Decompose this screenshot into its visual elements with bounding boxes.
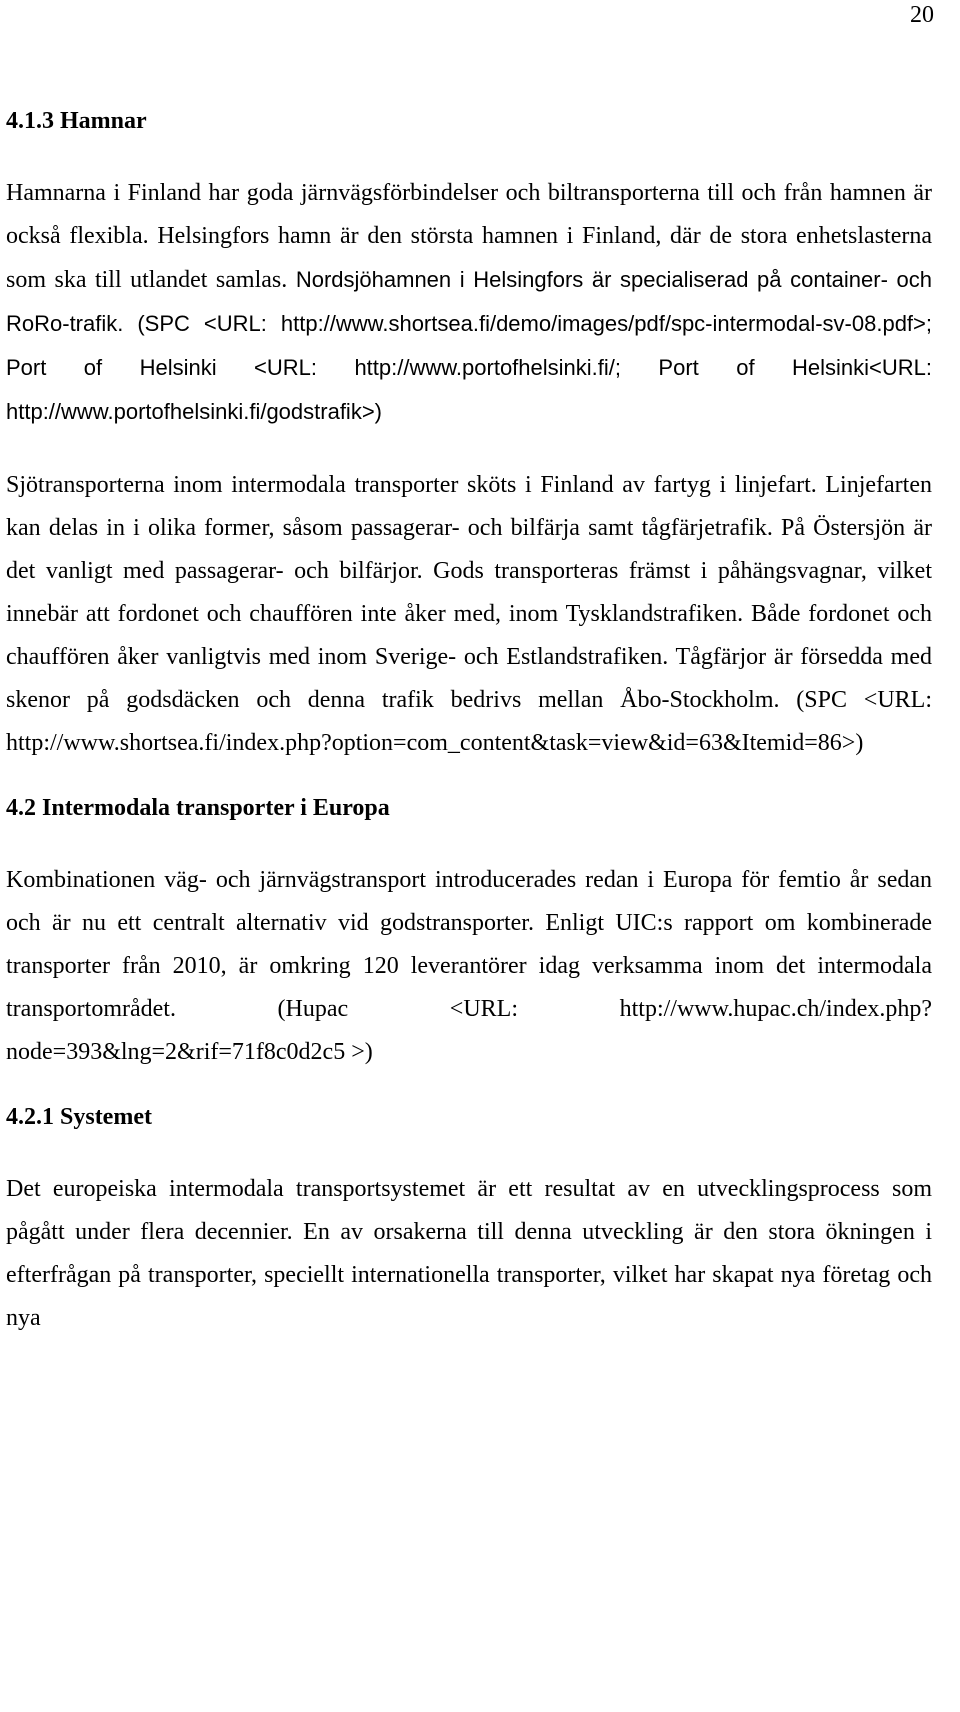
section-heading-europa: 4.2 Intermodala transporter i Europa: [6, 795, 390, 821]
paragraph-text-sans: Nordsjöhamnen i Helsingfors är specialiserad på container- och RoRo-trafik. (SPC <URL: http://www.shortsea.fi/demo/images/pdf/spc-intermodal-sv-08.pdf>; Port of Helsinki <URL: http://www.portofhelsinki.fi/; Port of Helsinki<URL: http://www.portofhelsinki.fi/godstrafik>): [6, 267, 932, 424]
page-number: 20: [910, 2, 934, 28]
section-heading-hamnar: 4.1.3 Hamnar: [6, 108, 147, 134]
document-body: [6, 100, 932, 1340]
paragraph-hamnar-1: [6, 172, 932, 434]
section-heading-systemet: 4.2.1 Systemet: [6, 1104, 152, 1130]
paragraph-text: Hamnarna i Finland har goda järnvägsförbindelser och biltransporterna till och från hamnen är också flexibla. Helsingfors hamn är den största hamnen i Finland, där de stora enhetslasterna som ska till utlandet samlas.: [6, 180, 932, 293]
paragraph-systemet-1: Det europeiska intermodala transportsystemet är ett resultat av en utvecklingsprocess som pågått under flera decennier. En av orsakerna till denna utveckling är den stora ökningen i efterfrågan på transporter, speciellt internationella transporter, vilket har skapat nya företag och nya: [6, 1176, 932, 1331]
paragraph-hamnar-2: Sjötransporterna inom intermodala transporter sköts i Finland av fartyg i linjefart. Linjefarten kan delas in i olika former, såsom passagerar- och bilfärja samt tågfärjetrafik. På Östersjön är det vanligt med passagerar- och bilfärjor. Gods transporteras främst i påhängsvagnar, vilket innebär att fordonet och chauffören inte åker med, inom Tysklandstrafiken. Både fordonet och chauffören åker vanligtvis med inom Sverige- och Estlandstrafiken. Tågfärjor är försedda med skenor på godsdäcken och denna trafik bedrivs mellan Åbo-Stockholm. (SPC <URL: http://www.shortsea.fi/index.php?option=com_content&task=view&id=63&Itemid=86>): [6, 472, 932, 756]
paragraph-europa-1: Kombinationen väg- och järnvägstransport introducerades redan i Europa för femtio år sedan och är nu ett centralt alternativ vid godstransporter. Enligt UIC:s rapport om kombinerade transporter från 2010, är omkring 120 leverantörer idag verksamma inom det intermodala transportområdet. (Hupac <URL: http://www.hupac.ch/index.php?node=393&lng=2&rif=71f8c0d2c5 >): [6, 867, 932, 1065]
